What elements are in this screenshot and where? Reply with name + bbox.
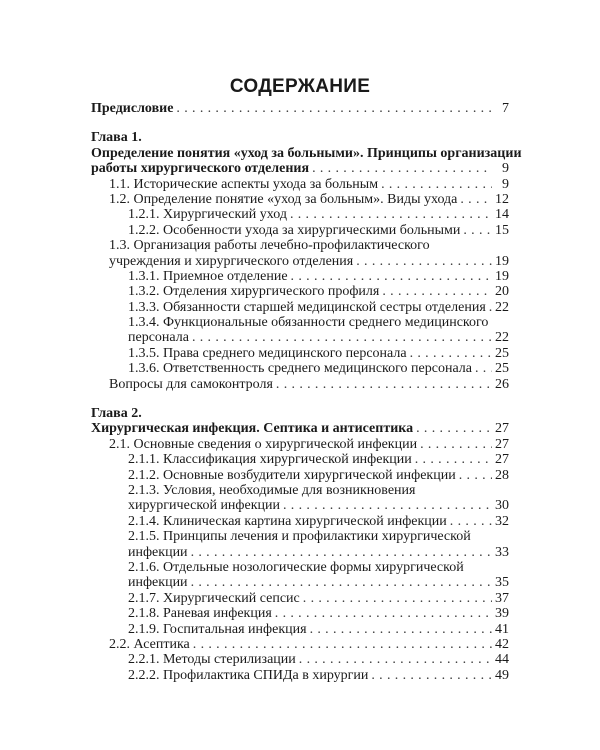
- page-number: 44: [495, 652, 509, 668]
- toc-entry-title: 2.1. Основные сведения о хирургической инфекции: [109, 436, 418, 452]
- toc-line: [91, 346, 509, 361]
- toc-line: [91, 361, 509, 376]
- toc-line: [91, 269, 509, 284]
- toc-entry[interactable]: [91, 421, 509, 436]
- toc-entry-title: 2.2.2. Профилактика СПИДа в хирургии: [128, 667, 369, 683]
- dot-leader: [381, 177, 492, 192]
- page-number: 22: [495, 330, 509, 346]
- page-number: 7: [502, 101, 509, 116]
- dot-leader: [463, 223, 492, 238]
- toc-line: [91, 452, 509, 467]
- toc-entry[interactable]: [91, 192, 509, 207]
- page-number: 39: [495, 606, 509, 622]
- dot-leader: [283, 498, 492, 513]
- dot-leader: [420, 437, 492, 452]
- page-number: 19: [495, 268, 509, 284]
- page-number: 14: [495, 207, 509, 223]
- toc-entry-title: 1.2. Определение понятие «уход за больным». Виды ухода: [109, 191, 458, 207]
- toc-entry-title: хирургической инфекции: [128, 498, 280, 514]
- toc-line: [91, 223, 509, 238]
- page-number: 20: [495, 284, 509, 300]
- toc-entry-title: 2.1.4. Клиническая картина хирургической инфекции: [128, 513, 447, 529]
- toc-line: [91, 437, 509, 452]
- page-number: 22: [495, 299, 509, 315]
- toc-line: [91, 575, 509, 590]
- toc-line: [91, 622, 509, 637]
- page-number: 25: [495, 345, 509, 361]
- toc-line: [91, 284, 509, 299]
- toc-entry-title: 1.3.2. Отделения хирургического профиля: [128, 284, 380, 300]
- toc-entry[interactable]: [91, 514, 509, 529]
- chapter-label: Глава 1.: [91, 130, 142, 146]
- toc-line: [91, 591, 509, 606]
- dot-leader: [191, 545, 492, 560]
- toc-entry[interactable]: [91, 483, 509, 514]
- dot-leader: [303, 591, 492, 606]
- dot-leader: [450, 514, 492, 529]
- page-number: 19: [495, 253, 509, 269]
- page-number: 27: [495, 421, 509, 437]
- toc-entry[interactable]: [91, 223, 509, 238]
- page-number: 9: [502, 161, 509, 177]
- toc-line: [91, 300, 509, 315]
- toc-line: [91, 514, 509, 529]
- dot-leader: [356, 254, 492, 269]
- toc-entry[interactable]: [91, 269, 509, 284]
- toc-entry-title: 2.1.8. Раневая инфекция: [128, 606, 272, 622]
- section-gap: [91, 392, 509, 406]
- toc-entry[interactable]: [91, 130, 509, 145]
- page-number: 49: [495, 667, 509, 683]
- toc-entry-title: 2.1.2. Основные возбудители хирургической инфекции: [128, 467, 456, 483]
- toc-entry-title: 1.2.2. Особенности ухода за хирургическими больными: [128, 222, 461, 238]
- page-number: 15: [495, 222, 509, 238]
- dot-leader: [382, 284, 492, 299]
- dot-leader: [193, 637, 492, 652]
- toc-line: [91, 498, 509, 513]
- toc-entry[interactable]: [91, 300, 509, 315]
- toc-entry-title: 1.3.1. Приемное отделение: [128, 268, 288, 284]
- toc-entry[interactable]: [91, 529, 509, 560]
- toc-line: [91, 468, 509, 483]
- page-number: 12: [495, 191, 509, 207]
- dot-leader: [460, 192, 492, 207]
- toc-line: [91, 161, 509, 176]
- page-number: 30: [495, 498, 509, 514]
- toc-entry-title-start: 2.1.5. Принципы лечения и профилактики хирургической: [128, 529, 471, 545]
- toc-entry[interactable]: [91, 315, 509, 346]
- page-number: 33: [495, 544, 509, 560]
- dot-leader: [291, 269, 492, 284]
- toc-entry-title: Предисловие: [91, 101, 174, 116]
- page-number: 32: [495, 513, 509, 529]
- toc-line: [91, 330, 509, 345]
- toc-entry[interactable]: [91, 637, 509, 652]
- dot-leader: [290, 207, 492, 222]
- toc-line: [91, 192, 509, 207]
- toc-line: [91, 177, 509, 192]
- toc-entry-title: инфекции: [128, 544, 188, 560]
- toc-entry[interactable]: [91, 145, 522, 177]
- toc-entry-title: учреждения и хирургического отделения: [109, 253, 354, 269]
- page-number: 25: [495, 361, 509, 377]
- table-of-contents: [91, 101, 522, 683]
- toc-entry[interactable]: [91, 668, 509, 683]
- toc-entry-title-start: 1.3.4. Функциональные обязанности среднего медицинского: [128, 315, 489, 331]
- toc-entry-title: 2.1.9. Госпитальная инфекция: [128, 621, 307, 637]
- dot-leader: [416, 421, 492, 436]
- toc-entry[interactable]: [91, 652, 509, 667]
- toc-entry[interactable]: [91, 622, 509, 637]
- section-gap: [91, 116, 509, 130]
- page-number: 28: [495, 467, 509, 483]
- page-number: 42: [495, 636, 509, 652]
- toc-entry[interactable]: [91, 207, 509, 222]
- toc-entry-title: персонала: [128, 330, 189, 346]
- toc-entry[interactable]: [91, 452, 509, 467]
- dot-leader: [410, 346, 492, 361]
- toc-entry[interactable]: [91, 101, 509, 116]
- toc-line: [91, 652, 509, 667]
- toc-entry[interactable]: [91, 238, 509, 269]
- toc-entry-title: 1.3.3. Обязанности старшей медицинской сестры отделения: [128, 299, 486, 315]
- toc-entry[interactable]: [91, 437, 509, 452]
- toc-entry-title: работы хирургического отделения: [91, 161, 310, 177]
- toc-line: [91, 377, 509, 392]
- toc-entry-title: Хирургическая инфекция. Септика и антисептика: [91, 421, 414, 437]
- toc-line: [91, 207, 509, 222]
- toc-entry-title: Вопросы для самоконтроля: [109, 376, 273, 392]
- dot-leader: [299, 652, 492, 667]
- dot-leader: [371, 668, 492, 683]
- toc-entry[interactable]: [91, 377, 509, 392]
- toc-entry[interactable]: [91, 606, 509, 621]
- toc-entry-title: 2.1.7. Хирургический сепсис: [128, 590, 300, 606]
- toc-line: [91, 606, 509, 621]
- page-number: 35: [495, 575, 509, 591]
- dot-leader: [276, 377, 492, 392]
- toc-line: [91, 254, 509, 269]
- toc-entry-title-start: 2.1.6. Отдельные нозологические формы хирургической: [128, 559, 464, 575]
- toc-entry[interactable]: [91, 346, 509, 361]
- dot-leader: [312, 161, 492, 176]
- chapter-label: Глава 2.: [91, 406, 142, 422]
- dot-leader: [275, 606, 492, 621]
- dot-leader: [191, 575, 492, 590]
- toc-entry-title: 2.2.1. Методы стерилизации: [128, 652, 296, 668]
- toc-entry-title: 2.2. Асептика: [109, 636, 190, 652]
- toc-entry-title: 1.2.1. Хирургический уход: [128, 207, 287, 223]
- dot-leader: [459, 468, 492, 483]
- toc-entry[interactable]: [91, 591, 509, 606]
- page-number: 26: [495, 376, 509, 392]
- dot-leader: [192, 330, 492, 345]
- toc-line: [91, 101, 509, 116]
- dot-leader: [475, 361, 492, 376]
- toc-entry-title-start: Определение понятия «уход за больными». Принципы организации: [91, 145, 522, 161]
- toc-entry[interactable]: [91, 560, 509, 591]
- toc-entry[interactable]: [91, 177, 509, 192]
- dot-leader: [310, 622, 492, 637]
- toc-entry[interactable]: [91, 468, 509, 483]
- toc-line: [91, 668, 509, 683]
- toc-entry-title: 1.3.5. Права среднего медицинского персонала: [128, 345, 407, 361]
- page-number: 9: [502, 176, 509, 192]
- toc-line: [91, 421, 509, 436]
- page-title: СОДЕРЖАНИЕ: [229, 76, 371, 97]
- toc-entry[interactable]: [91, 284, 509, 299]
- toc-line: [91, 545, 509, 560]
- toc-entry[interactable]: [91, 361, 509, 376]
- toc-entry-title: инфекции: [128, 575, 188, 591]
- toc-entry[interactable]: [91, 406, 509, 421]
- toc-entry-title: 1.1. Исторические аспекты ухода за больным: [109, 176, 379, 192]
- page-number: 27: [495, 452, 509, 468]
- page-number: 37: [495, 590, 509, 606]
- toc-entry-title-start: 1.3. Организация работы лечебно-профилактического: [109, 238, 430, 254]
- dot-leader: [489, 300, 492, 315]
- page-number: 41: [495, 621, 509, 637]
- toc-entry-title: 2.1.1. Классификация хирургической инфекции: [128, 452, 412, 468]
- toc-line: [91, 637, 509, 652]
- toc-entry-title-start: 2.1.3. Условия, необходимые для возникновения: [128, 482, 416, 498]
- toc-entry-title: 1.3.6. Ответственность среднего медицинского персонала: [128, 361, 472, 377]
- dot-leader: [415, 452, 492, 467]
- dot-leader: [176, 101, 492, 116]
- page-number: 27: [495, 436, 509, 452]
